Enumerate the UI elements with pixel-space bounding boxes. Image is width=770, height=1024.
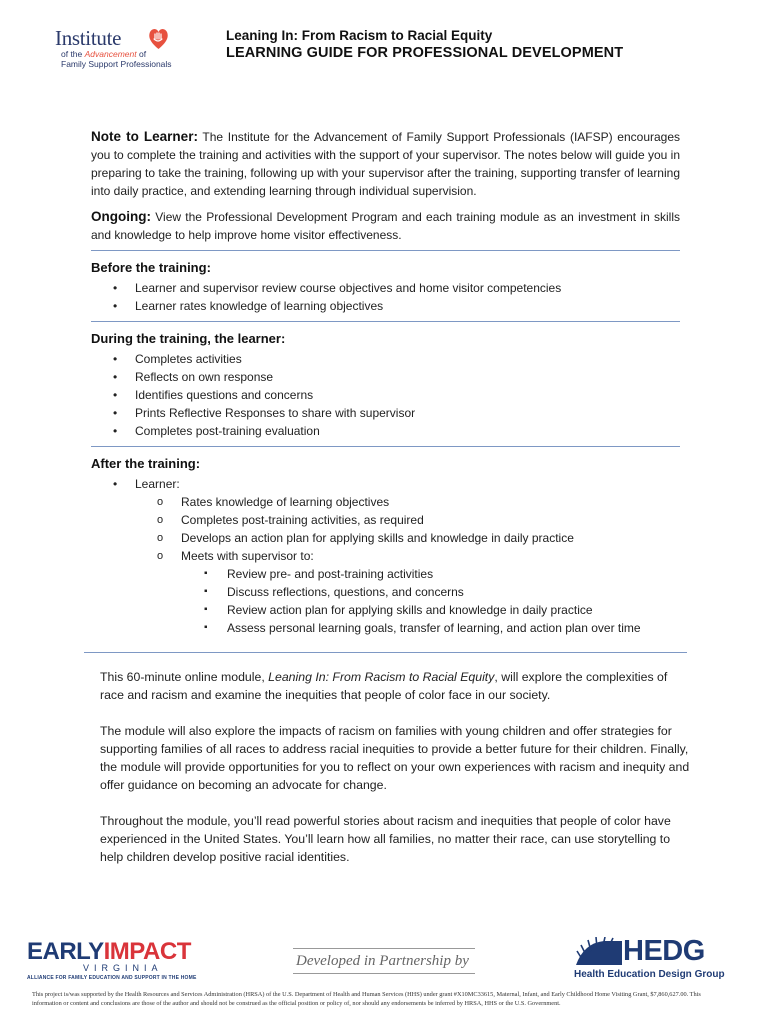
partnership-text: Developed in Partnership by [296,953,469,969]
hedg-wordmark: HEDG [623,935,705,967]
list-item: • Learner: o Rates knowledge of learning objectives o Completes post-training activities, as required o Develops an action plan for applying skills and knowledge in daily practice o Meets with supervisor to: ▪ Review pre- and post-training activities ▪ Discuss reflections, questions, and concerns ▪ Review action plan for applying skills and knowledge in daily practice ▪ Assess personal learning goals, transfer of learning, and action plan over time [91,475,680,637]
module-title: Leaning In: From Racism to Racial Equity [268,670,495,684]
hedgehog-icon [574,937,624,967]
learning-guide-body [91,128,680,637]
early-impact-tagline: ALLIANCE FOR FAMILY EDUCATION AND SUPPORT IN THE HOME [27,975,197,981]
ongoing-lead: Ongoing: [91,209,151,224]
logo-wordmark: Institute [55,26,122,50]
section-divider [91,321,680,322]
list-item: o Rates knowledge of learning objectives [135,493,680,511]
list-item: ▪ Review pre- and post-training activities [181,565,680,583]
list-item: • Prints Reflective Responses to share with supervisor [91,404,680,422]
list-item: o Meets with supervisor to: ▪ Review pre- and post-training activities ▪ Discuss reflections, questions, and concerns ▪ Review action plan for applying skills and knowledge in daily practice ▪ Assess personal learning goals, transfer of learning, and action plan over time [135,547,680,637]
during-training-heading: During the training, the learner: [91,331,286,346]
during-training-list [91,350,680,440]
section-divider [91,446,680,447]
description-paragraph: The module will also explore the impacts of racism on families with young children and offer strategies for supporting families of all races to address racial inequities to provide a better future for their children. Finally, the module will provide opportunities for you to reflect on your own experiences with racism and inequity and offer guidance on becoming an advocate for change. [100,724,690,792]
funding-disclaimer: This project is/was supported by the Health Resources and Services Administration (HRSA) of the U.S. Department of Health and Human Services (HHS) under grant #X10MC33615, Maternal, Infant, and Early Childhood Home Visiting Grant, $7,860,627.00. This information or content and conclusions are those of the author and should not be construed as the official position or policy of, nor should any endorsements be inferred by HRSA, HHS or the U.S. Government. [32,991,701,1007]
ongoing-note: Ongoing: View the Professional Development Program and each training module as an investment in skills and knowledge to help improve home visitor effectiveness. [91,209,680,242]
after-training-heading: After the training: [91,456,201,471]
list-item: o Develops an action plan for applying skills and knowledge in daily practice [135,529,680,547]
module-description [100,668,690,884]
document-title: Leaning In: From Racism to Racial Equity [226,28,493,43]
document-subtitle: LEARNING GUIDE FOR PROFESSIONAL DEVELOPMENT [226,45,624,61]
description-paragraph: This 60-minute online module, Leaning In: From Racism to Racial Equity, will explore the complexities of race and racism and examine the inequities that people of color face in our society. [100,670,668,702]
list-item: • Completes activities [91,350,680,368]
list-item: • Reflects on own response [91,368,680,386]
hedg-fullname: Health Education Design Group [574,969,725,980]
list-item: • Learner rates knowledge of learning objectives [91,297,680,315]
hedg-logo [572,935,725,983]
description-paragraph: Throughout the module, you’ll read powerful stories about racism and inequities that people of color have experienced in the United States. You’ll learn how all families, no matter their race, can use storytelling to help children develop positive racial identities. [100,814,671,864]
list-item: • Identifies questions and concerns [91,386,680,404]
early-impact-wordmark: EARLYIMPACT [27,938,191,965]
before-training-heading: Before the training: [91,260,211,275]
list-item: ▪ Discuss reflections, questions, and concerns [181,583,680,601]
partnership-banner [293,948,475,974]
list-item: ▪ Assess personal learning goals, transfer of learning, and action plan over time [181,619,680,637]
list-item: ▪ Review action plan for applying skills and knowledge in daily practice [181,601,680,619]
early-impact-logo [27,938,217,984]
after-training-list [91,475,680,637]
logo-tagline: of the Advancement of Family Support Professionals [61,49,172,69]
list-item: • Completes post-training evaluation [91,422,680,440]
learner-sublist [135,493,680,637]
supervisor-sublist [181,565,680,637]
early-impact-state: VIRGINIA [83,963,163,973]
list-item: • Learner and supervisor review course objectives and home visitor competencies [91,279,680,297]
before-training-list [91,279,680,315]
section-divider [91,250,680,251]
institute-logo [55,26,175,68]
heart-hand-icon [148,27,169,50]
note-lead: Note to Learner: [91,129,198,144]
note-to-learner: Note to Learner: The Institute for the Advancement of Family Support Professionals (IAFSP) encourages you to complete the training and activities with the support of your supervisor. The notes below will guide you in preparing to take the training, following up with your supervisor after the training, supporting transfer of learning into daily practice, and extending learning through individual supervision. [91,129,681,198]
list-item: o Completes post-training activities, as required [135,511,680,529]
